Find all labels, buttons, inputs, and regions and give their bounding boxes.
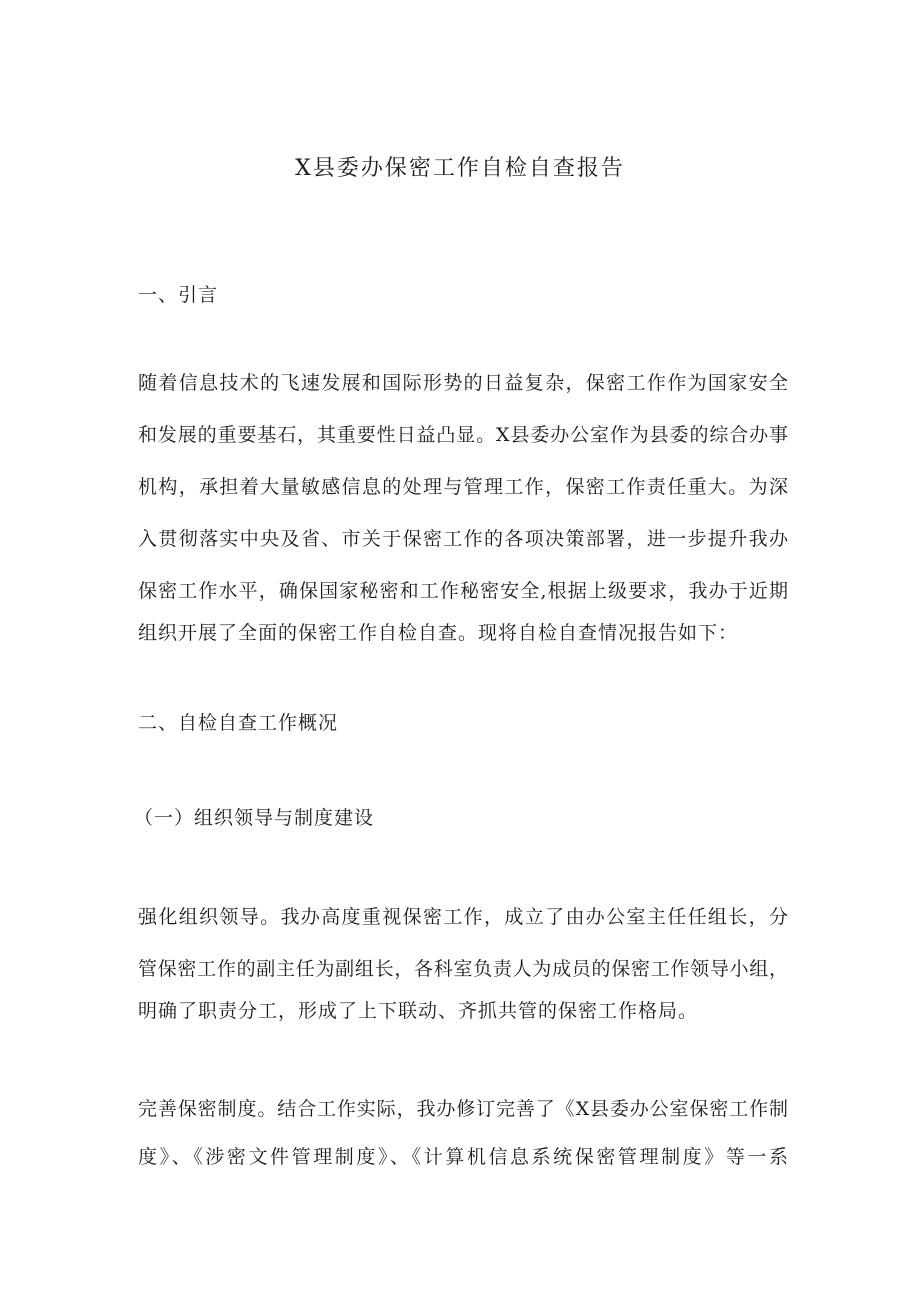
paragraph-line: 管保密工作的副主任为副组长，各科室负责人为成员的保密工作领导小组， [138,958,788,980]
subsection-heading-organization: （一）组织领导与制度建设 [134,807,375,829]
paragraph-line: 明确了职责分工，形成了上下联动、齐抓共管的保密工作格局。 [138,1000,699,1022]
paragraph-line: 随着信息技术的飞速发展和国际形势的日益复杂，保密工作作为国家安全 [138,372,788,394]
paragraph-line: 入贯彻落实中央及省、市关于保密工作的各项决策部署，进一步提升我办 [138,528,788,550]
paragraph-line: 完善保密制度。结合工作实际，我办修订完善了《X县委办公室保密工作制 [138,1098,788,1120]
paragraph-line: 组织开展了全面的保密工作自检自查。现将自检自查情况报告如下： [138,622,739,644]
paragraph-line: 机构，承担着大量敏感信息的处理与管理工作，保密工作责任重大。为深 [138,476,788,498]
section-heading-introduction: 一、引言 [138,284,219,306]
document-title: X县委办保密工作自检自查报告 [295,156,625,181]
paragraph-line: 和发展的重要基石，其重要性日益凸显。X县委办公室作为县委的综合办事 [138,424,788,446]
paragraph-line: 度》、《涉密文件管理制度》、《计算机信息系统保密管理制度》等一系 [138,1146,788,1168]
paragraph-line: 强化组织领导。我办高度重视保密工作，成立了由办公室主任任组长，分 [138,906,788,928]
section-heading-overview: 二、自检自查工作概况 [138,712,339,734]
paragraph-line: 保密工作水平，确保国家秘密和工作秘密安全,根据上级要求，我办于近期 [138,580,788,602]
